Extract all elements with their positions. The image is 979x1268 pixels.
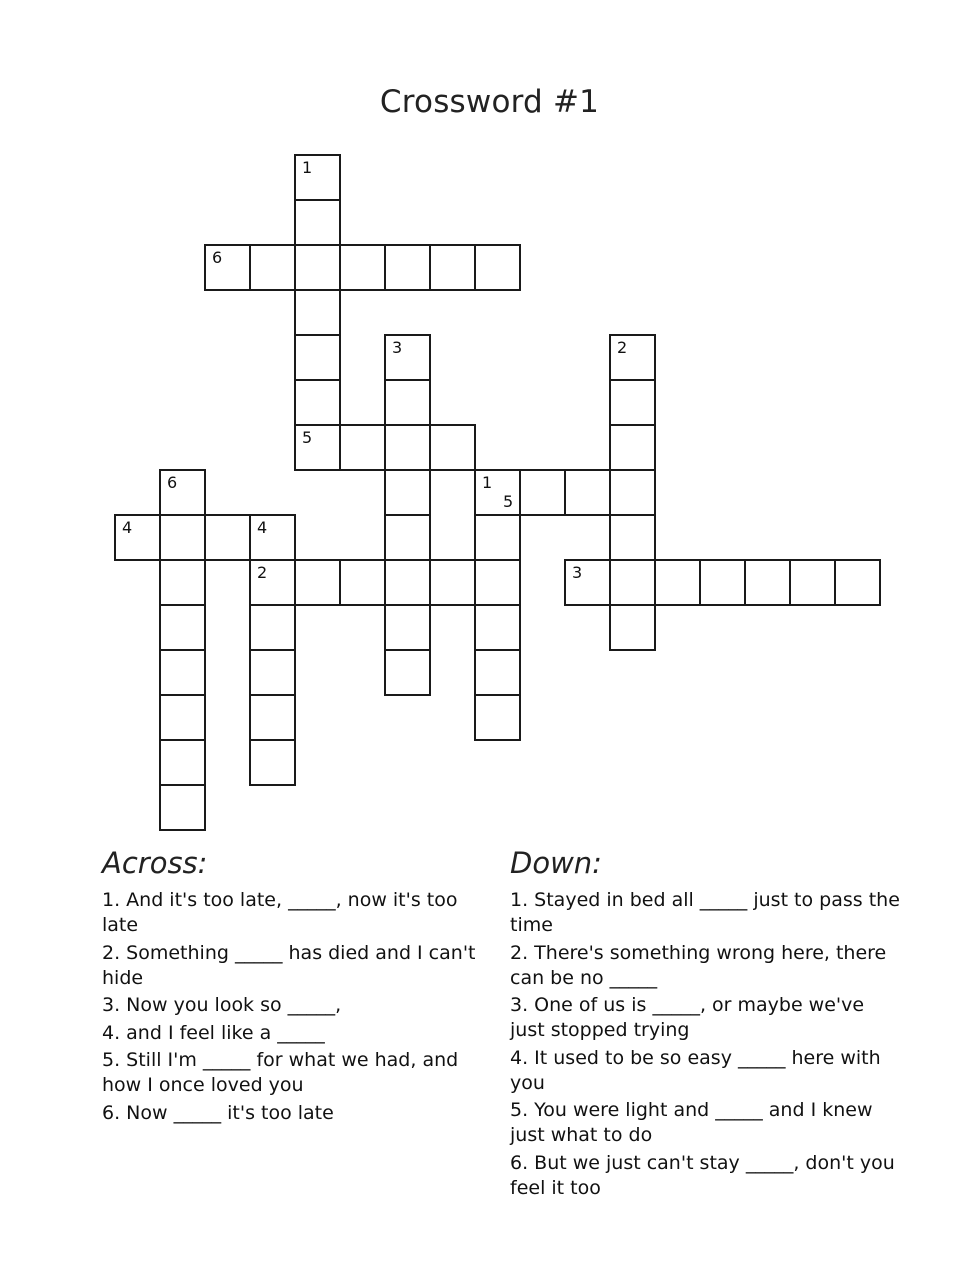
- clue-number-across-2: 2: [257, 563, 268, 582]
- grid-cell[interactable]: [159, 694, 206, 741]
- clue-number-across-4: 4: [122, 518, 133, 537]
- grid-cell[interactable]: [159, 559, 206, 606]
- grid-cell[interactable]: [339, 559, 386, 606]
- grid-cell[interactable]: [294, 559, 341, 606]
- down-clue: 4. It used to be so easy _____ here with you: [510, 1046, 881, 1094]
- grid-cell[interactable]: [159, 739, 206, 786]
- grid-cell[interactable]: [249, 649, 296, 696]
- grid-cell[interactable]: [474, 694, 521, 741]
- grid-cell[interactable]: [249, 244, 296, 291]
- grid-cell[interactable]: [339, 244, 386, 291]
- clue-number-down-5: 5: [503, 492, 514, 511]
- grid-cell[interactable]: [429, 424, 476, 471]
- grid-cell[interactable]: [159, 784, 206, 831]
- grid-cell[interactable]: [384, 469, 431, 516]
- page-title: Crossword #1: [379, 84, 600, 120]
- grid-cell[interactable]: [474, 559, 521, 606]
- grid-cell[interactable]: [384, 649, 431, 696]
- grid-cell[interactable]: [384, 379, 431, 426]
- grid-cell[interactable]: [384, 559, 431, 606]
- grid-cell[interactable]: [294, 244, 341, 291]
- across-clue: 5. Still I'm _____ for what we had, and how I once loved you: [102, 1049, 459, 1096]
- across-heading: Across:: [102, 846, 208, 880]
- grid-cell[interactable]: [654, 559, 701, 606]
- across-clue: 1. And it's too late, _____, now it's too late: [102, 889, 458, 936]
- clue-number-down-1: 1: [302, 158, 313, 177]
- grid-cell[interactable]: [474, 514, 521, 561]
- across-clue: 6. Now _____ it's too late: [102, 1101, 334, 1124]
- down-clue-list: [510, 888, 900, 1203]
- grid-cell[interactable]: [159, 604, 206, 651]
- grid-cell[interactable]: [609, 604, 656, 651]
- grid-cell[interactable]: [834, 559, 881, 606]
- grid-cell[interactable]: [384, 244, 431, 291]
- grid-cell[interactable]: [204, 514, 251, 561]
- grid-cell[interactable]: [609, 379, 656, 426]
- grid-cell[interactable]: [384, 424, 431, 471]
- grid-cell[interactable]: [294, 334, 341, 381]
- grid-cell[interactable]: [564, 469, 611, 516]
- grid-cell[interactable]: [609, 559, 656, 606]
- across-clue: 4. and I feel like a _____: [102, 1021, 325, 1044]
- grid-cell[interactable]: [699, 559, 746, 606]
- grid-cell[interactable]: [249, 604, 296, 651]
- grid-cell[interactable]: [339, 424, 386, 471]
- down-clue: 2. There's something wrong here, there can be no _____: [510, 941, 887, 989]
- down-clue: 3. One of us is _____, or maybe we've just stopped trying: [510, 994, 865, 1041]
- down-heading: Down:: [510, 846, 602, 880]
- grid-cell[interactable]: [429, 559, 476, 606]
- grid-cell[interactable]: [609, 424, 656, 471]
- clue-number-across-6: 6: [212, 248, 223, 267]
- grid-cell[interactable]: [249, 694, 296, 741]
- grid-cell[interactable]: [609, 514, 656, 561]
- clue-number-down-4: 4: [257, 518, 268, 537]
- grid-cell[interactable]: [294, 289, 341, 336]
- grid-cell[interactable]: [519, 469, 566, 516]
- grid-cell[interactable]: [609, 469, 656, 516]
- grid-cell[interactable]: [789, 559, 836, 606]
- grid-cell[interactable]: [429, 244, 476, 291]
- down-clue: 5. You were light and _____ and I knew just what to do: [510, 1099, 873, 1146]
- grid-cell[interactable]: [159, 514, 206, 561]
- grid-cell[interactable]: [294, 379, 341, 426]
- grid-cell[interactable]: [294, 199, 341, 246]
- down-clue: 1. Stayed in bed all _____ just to pass the time: [510, 889, 900, 936]
- grid-cell[interactable]: [474, 649, 521, 696]
- grid-cell[interactable]: [384, 514, 431, 561]
- clue-number-down-2: 2: [617, 338, 628, 357]
- clue-number-across-3: 3: [572, 563, 583, 582]
- across-clue: 3. Now you look so _____,: [102, 994, 342, 1016]
- grid-cell[interactable]: [249, 739, 296, 786]
- grid-cell[interactable]: [159, 649, 206, 696]
- grid-cell[interactable]: [384, 604, 431, 651]
- across-clue: 2. Something _____ has died and I can't hide: [102, 941, 476, 989]
- grid-cell[interactable]: [744, 559, 791, 606]
- across-clue-list: [102, 888, 482, 1128]
- grid-cell[interactable]: [474, 604, 521, 651]
- clue-number-down-6: 6: [167, 473, 178, 492]
- down-clue: 6. But we just can't stay _____, don't you feel it too: [510, 1151, 895, 1199]
- clue-number-down-3: 3: [392, 338, 403, 357]
- clue-number-across-1: 1: [482, 473, 493, 492]
- grid-cell[interactable]: [474, 244, 521, 291]
- clue-number-across-5: 5: [302, 428, 313, 447]
